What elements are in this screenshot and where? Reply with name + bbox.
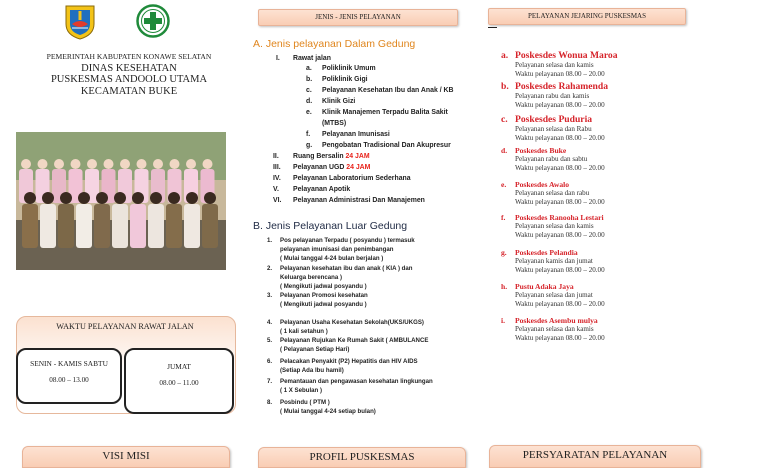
network-header: PELAYANAN JEJARING PUSKESMAS	[488, 8, 686, 25]
outreach-line: Pos pelayanan Terpadu ( posyandu ) termasuk	[280, 237, 415, 244]
network-name-row	[501, 114, 671, 125]
rawat-jalan-label: Rawat jalan	[293, 55, 331, 62]
sub-item-letter: a.	[306, 65, 312, 72]
outreach-item	[267, 264, 490, 291]
outreach-line: ( 1 X Sebulan )	[280, 387, 322, 394]
roman-item-text: Pelayanan Apotik	[293, 186, 351, 193]
outreach-item	[267, 398, 490, 416]
sub-item-text: (MTBS)	[322, 120, 347, 127]
network-letter: d.	[501, 146, 508, 155]
roman-item-text: Pelayanan Laboratorium Sederhana	[293, 175, 411, 182]
roman-numeral: III.	[273, 164, 281, 171]
section-a-title: A. Jenis pelayanan Dalam Gedung	[253, 38, 416, 50]
section-b-title: B. Jenis Pelayanan Luar Gedung	[253, 220, 408, 232]
roman-item	[293, 153, 370, 160]
outreach-line: ( 1 kali setahun )	[280, 328, 328, 335]
weekday-time: 08.00 – 13.00	[49, 376, 89, 384]
sub-item-letter: c.	[306, 87, 312, 94]
government-name: PEMERINTAH KABUPATEN KONAWE SELATAN	[46, 52, 212, 61]
service-types-header: JENIS - JENIS PELAYANAN	[258, 9, 458, 26]
network-detail: Pelayanan selasa dan kamis	[515, 325, 594, 333]
network-item	[501, 180, 671, 206]
network-letter: a.	[501, 50, 509, 61]
friday-hours-box	[124, 348, 234, 414]
network-detail: Waktu pelayanan 08.00 – 20.00	[515, 133, 605, 142]
rawat-jalan-numeral: I.	[276, 55, 280, 62]
network-name-row	[501, 81, 671, 92]
outreach-line: (Setiap Ada Ibu hamil)	[280, 367, 344, 374]
network-detail: Waktu pelayanan 08.00 – 20.00	[515, 69, 605, 78]
network-detail: Waktu pelayanan 08.00 – 20.00	[515, 299, 605, 308]
network-name: Poskesdes Puduria	[515, 114, 593, 125]
outreach-item	[267, 291, 490, 309]
sub-item-letter: e.	[306, 109, 312, 116]
district-name: KECAMATAN BUKE	[80, 85, 178, 97]
network-name-row	[501, 50, 671, 61]
network-letter: b.	[501, 81, 509, 92]
network-name-row	[501, 213, 671, 222]
friday-days: JUMAT	[167, 362, 191, 371]
hours-highlight: 24 JAM	[346, 164, 371, 171]
sub-item-letter: g.	[306, 142, 313, 149]
sub-item-text: Pelayanan Kesehatan Ibu dan Anak / KB	[322, 87, 454, 94]
network-name: Pustu Adaka Jaya	[515, 282, 574, 291]
sub-item-text: Pelayanan Imunisasi	[322, 131, 390, 138]
friday-time: 08.00 – 11.00	[159, 379, 199, 387]
network-detail: Waktu pelayanan 08.00 – 20.00	[515, 197, 605, 206]
network-detail: Pelayanan rabu dan kamis	[515, 92, 590, 100]
outreach-number: 8.	[267, 399, 273, 406]
sub-item-letter: b.	[306, 76, 313, 83]
roman-numeral: VI.	[273, 197, 282, 204]
network-detail: Pelayanan selasa dan Rabu	[515, 125, 592, 133]
network-name-row	[501, 282, 671, 291]
staff-group-photo	[16, 132, 226, 270]
network-name-row	[501, 316, 671, 325]
sub-item-text: Poliklinik Gigi	[322, 76, 368, 83]
network-name: Poskesdes Awalo	[515, 180, 570, 189]
network-detail: Pelayanan selasa dan rabu	[515, 189, 590, 197]
weekday-days: SENIN - KAMIS SABTU	[30, 359, 108, 368]
persyaratan-pelayanan-button[interactable]: PERSYARATAN PELAYANAN	[489, 445, 701, 468]
network-name: Poskesdes Buke	[515, 146, 567, 155]
profil-puskesmas-button[interactable]: PROFIL PUSKESMAS	[258, 447, 466, 468]
network-name: Poskesdes Wonua Maroa	[515, 50, 618, 61]
outreach-number: 6.	[267, 358, 273, 365]
network-name-row	[501, 146, 671, 155]
puskesmas-name: PUSKESMAS ANDOOLO UTAMA	[50, 74, 208, 85]
roman-item	[293, 164, 370, 171]
outreach-line: Pelayanan kesehatan ibu dan anak ( KIA ) dan	[280, 265, 413, 272]
outreach-item	[267, 357, 490, 375]
roman-item-text: Ruang Bersalin	[293, 153, 344, 160]
roman-numeral: V.	[273, 186, 279, 193]
outreach-number: 4.	[267, 319, 273, 326]
network-letter: c.	[501, 114, 508, 125]
network-letter: i.	[501, 316, 506, 325]
network-item	[501, 146, 671, 172]
outreach-line: Posbindu ( PTM )	[280, 399, 330, 406]
network-detail: Pelayanan kamis dan jumat	[515, 257, 593, 265]
network-item	[501, 114, 671, 142]
network-item	[501, 213, 671, 239]
network-letter: f.	[501, 213, 506, 222]
roman-item-text: Pelayanan UGD	[293, 164, 345, 171]
network-name: Poskesdes Rahamenda	[515, 81, 609, 92]
network-detail: Pelayanan rabu dan sabtu	[515, 155, 588, 163]
outreach-number: 2.	[267, 265, 273, 272]
visi-misi-button[interactable]: VISI MISI	[22, 446, 230, 468]
outreach-item	[267, 236, 490, 263]
health-cross-icon	[136, 4, 170, 38]
regency-emblem-icon	[63, 4, 97, 38]
network-detail: Pelayanan selasa dan kamis	[515, 222, 594, 230]
network-name: Poskesdes Asembu mulya	[515, 316, 598, 325]
network-letter: e.	[501, 180, 507, 189]
sub-item-text: Klinik Gizi	[322, 98, 356, 105]
outreach-line: ( Pelayanan Setiap Hari)	[280, 346, 350, 353]
network-item	[501, 282, 671, 308]
network-detail: Waktu pelayanan 08.00 – 20.00	[515, 265, 605, 274]
network-letter: g.	[501, 248, 507, 257]
roman-numeral: II.	[273, 153, 279, 160]
agency-name: DINAS KESEHATAN	[81, 62, 177, 74]
sub-item-text: Pengobatan Tradisional Dan Akupresur	[322, 142, 451, 149]
outreach-line: Pelacakan Penyakit (P2) Hepatitis dan HIV AIDS	[280, 358, 418, 365]
network-name: Poskesdes Pelandia	[515, 248, 578, 257]
outreach-line: ( Mulai tanggal 4-24 setiap bulan)	[280, 408, 376, 415]
outreach-number: 7.	[267, 378, 273, 385]
outreach-item	[267, 318, 490, 336]
outreach-line: Pelayanan Promosi kesehatan	[280, 292, 368, 299]
network-detail: Waktu pelayanan 08.00 – 20.00	[515, 100, 605, 109]
network-detail: Waktu pelayanan 08.00 – 20.00	[515, 230, 605, 239]
roman-numeral: IV.	[273, 175, 281, 182]
outreach-line: Pelayanan Usaha Kesehatan Sekolah(UKS/UKGS)	[280, 319, 424, 326]
outreach-line: Pelayanan Rujukan Ke Rumah Sakit ( AMBULANCE	[280, 337, 429, 344]
hours-highlight: 24 JAM	[345, 153, 370, 160]
network-letter: h.	[501, 282, 508, 291]
outreach-number: 3.	[267, 292, 273, 299]
government-header	[10, 51, 248, 97]
outreach-number: 1.	[267, 237, 273, 244]
outreach-number: 5.	[267, 337, 273, 344]
network-detail: Waktu pelayanan 08.00 – 20.00	[515, 333, 605, 342]
outpatient-hours-title: WAKTU PELAYANAN RAWAT JALAN	[56, 322, 194, 331]
network-detail: Pelayanan selasa dan kamis	[515, 61, 594, 69]
outreach-line: ( Mulai tanggal 4-24 bulan berjalan )	[280, 255, 384, 262]
outreach-line: pelayanan imunisasi dan penimbangan	[280, 246, 394, 253]
network-name: Poskesdes Ranooha Lestari	[515, 213, 604, 222]
network-detail: Waktu pelayanan 08.00 – 20.00	[515, 163, 605, 172]
network-detail: Pelayanan selasa dan jumat	[515, 291, 593, 299]
network-item	[501, 81, 671, 109]
sub-item-text: Poliklinik Umum	[322, 65, 376, 72]
outreach-line: Keluarga berencana )	[280, 274, 342, 281]
outreach-item	[267, 336, 490, 354]
outreach-item	[267, 377, 490, 395]
outreach-line: Pemantauan dan pengawasan kesehatan lingkungan	[280, 378, 433, 385]
network-item	[501, 248, 671, 274]
roman-item-text: Pelayanan Administrasi Dan Manajemen	[293, 197, 425, 204]
sub-item-letter: d.	[306, 98, 313, 105]
outreach-line: ( Mengikuti jadwal posyandu )	[280, 301, 367, 308]
network-item	[501, 50, 671, 78]
outreach-line: ( Mengikuti jadwal posyandu )	[280, 283, 367, 290]
sub-item-letter: f.	[306, 131, 311, 138]
sub-item-text: Klinik Manajemen Terpadu Balita Sakit	[322, 109, 448, 116]
header-underline	[488, 27, 497, 28]
weekday-hours-box	[16, 348, 122, 404]
network-item	[501, 316, 671, 342]
network-name-row	[501, 180, 671, 189]
network-name-row	[501, 248, 671, 257]
